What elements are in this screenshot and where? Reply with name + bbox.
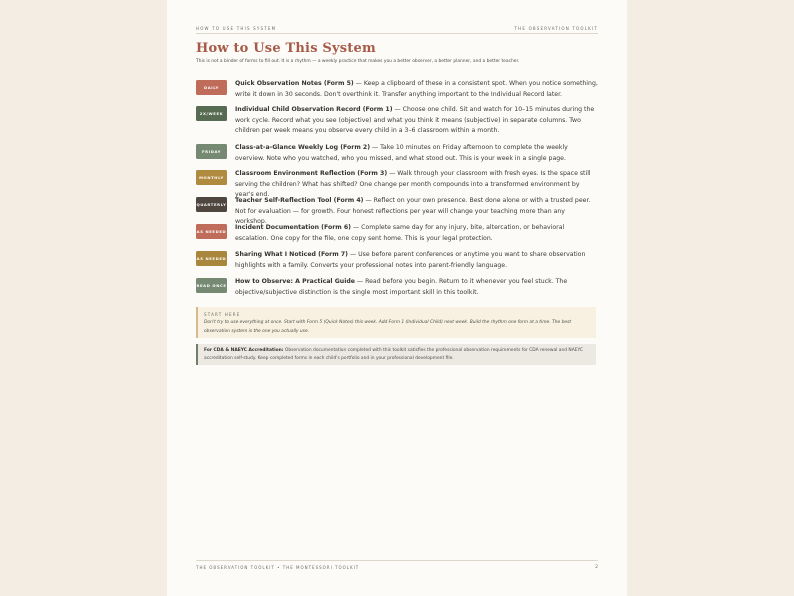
entry-description [235, 250, 598, 271]
frequency-badge: FRIDAY [196, 144, 227, 159]
start-here-label: START HERE [204, 312, 241, 317]
frequency-badge: AS NEEDED [196, 224, 227, 239]
accreditation-note-lead: For CDA & NAEYC Accreditation: [204, 348, 284, 353]
form-name: How to Observe: A Practical Guide [235, 278, 355, 285]
form-instructions: — Complete same day for any injury, bite, altercation, or behavioral escalation. One copy for the file, one copy sent home. This is your legal protection. [235, 224, 565, 242]
schedule-entry [196, 223, 598, 244]
form-instructions: — Read before you begin. Return to it whenever you feel stuck. The objective/subjective distinction is the single most important skill in this toolkit. [235, 278, 568, 296]
start-here-callout [196, 307, 596, 338]
frequency-badge: AS NEEDED [196, 251, 227, 266]
schedule-entry [196, 143, 598, 164]
entry-description [235, 143, 598, 164]
form-name: Teacher Self-Reflection Tool (Form 4) [235, 197, 364, 204]
form-instructions: — Choose one child. Sit and watch for 10–15 minutes during the work cycle. Record what you see (objective) and what you think it means (subjective) in separate columns. Two children per week means you observe every child in a 3–6 classroom within a month. [235, 106, 595, 135]
footer-title: THE OBSERVATION TOOLKIT • THE MONTESSORI TOOLKIT [196, 565, 360, 570]
schedule-entry [196, 105, 598, 137]
frequency-badge: QUARTERLY [196, 197, 227, 212]
form-instructions: — Reflect on your own presence. Best done alone or with a trusted peer. Not for evaluation — for growth. Four honest reflections per year will change your teaching more than any workshop. [235, 197, 591, 226]
page-number: 2 [595, 565, 598, 570]
form-name: Class-at-a-Glance Weekly Log (Form 2) [235, 144, 371, 151]
frequency-badge: DAILY [196, 80, 227, 95]
form-name: Individual Child Observation Record (Form 1) [235, 106, 393, 113]
form-name: Incident Documentation (Form 6) [235, 224, 352, 231]
schedule-entry [196, 277, 598, 298]
form-instructions: — Use before parent conferences or anytime you want to share observation highlights with a family. Converts your professional notes into parent-friendly language. [235, 251, 586, 269]
entry-description [235, 223, 598, 244]
schedule-entry [196, 250, 598, 271]
header-divider [196, 33, 598, 34]
entry-description [235, 277, 598, 298]
schedule-entry [196, 79, 598, 100]
form-name: Quick Observation Notes (Form 5) [235, 80, 354, 87]
form-name: Classroom Environment Reflection (Form 3) [235, 170, 388, 177]
page-footer [196, 565, 598, 570]
running-head-section: HOW TO USE THIS SYSTEM [196, 26, 277, 31]
form-instructions: — Walk through your classroom with fresh eyes. Is the space still serving the children? What has shifted? One change per month compounds into a transformed environment by year's end. [235, 170, 591, 199]
form-name: Sharing What I Noticed (Form 7) [235, 251, 348, 258]
document-page [167, 0, 627, 596]
page-title: How to Use This System [196, 41, 376, 56]
form-instructions: — Keep a clipboard of these in a consistent spot. When you notice something, write it down in 30 seconds. Don't overthink it. Transfer anything important to the Individual Record later. [235, 80, 598, 98]
entry-description [235, 105, 598, 137]
start-here-text: Don't try to use everything at once. Start with Form 5 (Quick Notes) this week. Add Form 1 (Individual Child) next week. Build the rhythm one form at a time. The best observation system is the one you actually use. [204, 320, 572, 334]
running-head-title: THE OBSERVATION TOOLKIT [514, 26, 598, 31]
accreditation-note-text: Observation documentation completed with this toolkit satisfies the professional observation requirements for CDA renewal and NAEYC accreditation self-study. Keep completed forms in each child's portfolio and in your professional development file. [204, 348, 583, 362]
frequency-badge: READ ONCE [196, 278, 227, 293]
frequency-badge: MONTHLY [196, 170, 227, 185]
frequency-badge: 2X/WEEK [196, 106, 227, 121]
running-head [196, 26, 598, 31]
footer-divider [196, 560, 598, 561]
form-instructions: — Take 10 minutes on Friday afternoon to complete the weekly overview. Note who you watched, who you missed, and what stood out. This is your week in a single page. [235, 144, 568, 162]
page-subtitle: This is not a binder of forms to fill out. It is a rhythm — a weekly practice that makes you a better observer, a better planner, and a better teacher. [196, 59, 520, 64]
accreditation-note [196, 344, 596, 365]
entry-description [235, 79, 598, 100]
